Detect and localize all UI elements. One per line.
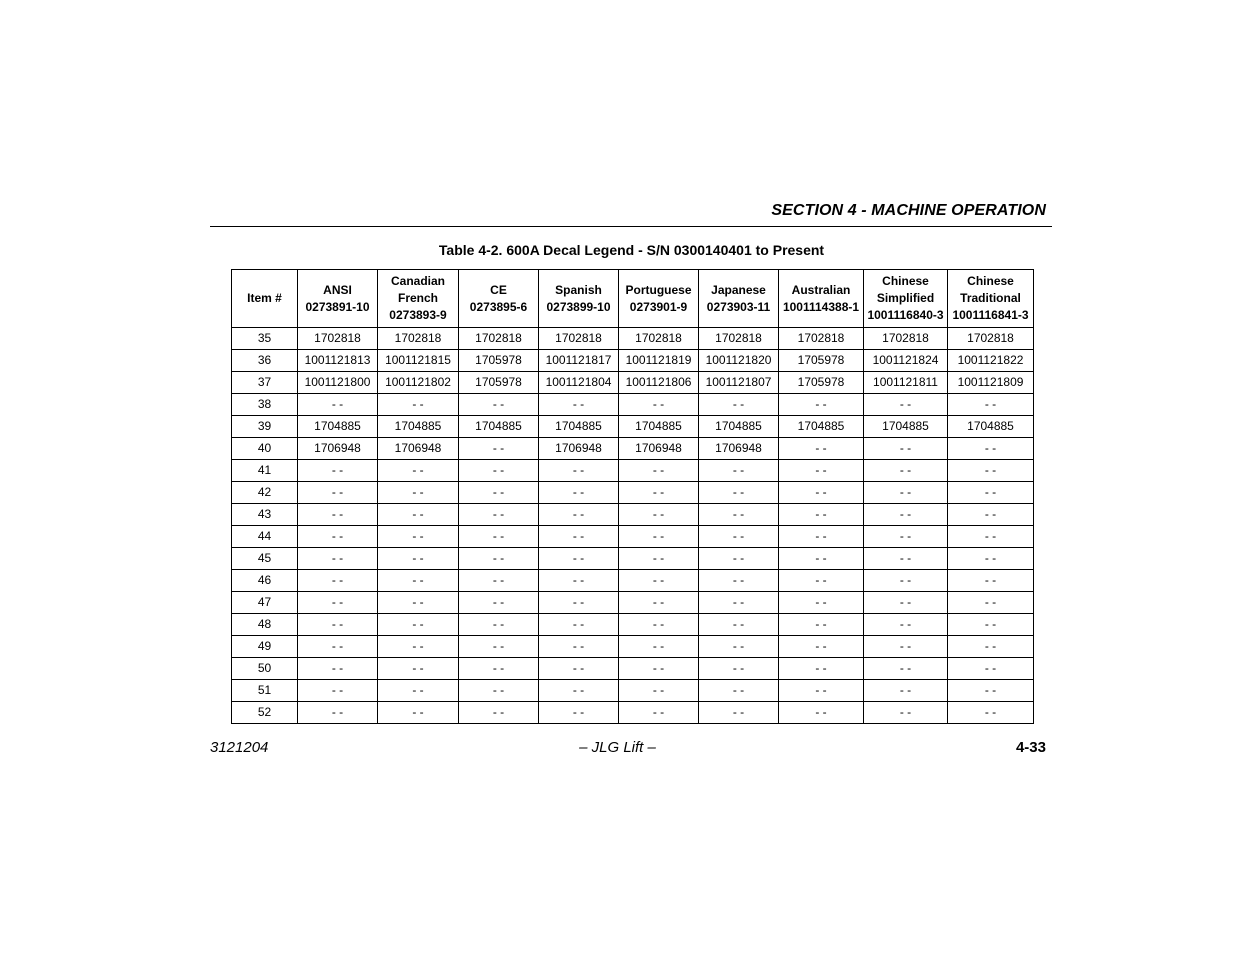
decal-part-cell: - -: [864, 592, 948, 614]
column-header-line: 0273899-10: [546, 299, 611, 314]
decal-part-cell: - -: [779, 394, 864, 416]
column-header: [779, 270, 864, 328]
column-header: [539, 270, 619, 328]
table-row: [232, 328, 1034, 350]
decal-part-cell: - -: [779, 592, 864, 614]
decal-part-cell: 1001121824: [864, 350, 948, 372]
decal-part-cell: - -: [539, 394, 619, 416]
decal-part-cell: 1001121809: [948, 372, 1034, 394]
decal-part-cell: 1001121804: [539, 372, 619, 394]
decal-part-cell: 1001121802: [378, 372, 459, 394]
table-row: [232, 658, 1034, 680]
decal-part-cell: - -: [779, 504, 864, 526]
table-row: [232, 592, 1034, 614]
decal-part-cell: 1702818: [864, 328, 948, 350]
decal-part-cell: - -: [619, 460, 699, 482]
decal-part-cell: - -: [539, 482, 619, 504]
decal-part-cell: - -: [779, 526, 864, 548]
decal-part-cell: - -: [948, 526, 1034, 548]
decal-part-cell: - -: [539, 680, 619, 702]
column-header-line: 1001116840-3: [867, 308, 944, 322]
decal-part-cell: - -: [864, 394, 948, 416]
decal-part-cell: 1706948: [378, 438, 459, 460]
item-number-cell: 50: [232, 658, 298, 680]
decal-part-cell: - -: [539, 460, 619, 482]
decal-part-cell: - -: [948, 614, 1034, 636]
decal-part-cell: - -: [459, 504, 539, 526]
decal-part-cell: - -: [864, 460, 948, 482]
decal-part-cell: - -: [619, 570, 699, 592]
item-number-cell: 42: [232, 482, 298, 504]
table-row: [232, 548, 1034, 570]
decal-part-cell: - -: [948, 702, 1034, 724]
table-body: [232, 328, 1034, 724]
decal-part-cell: - -: [539, 548, 619, 570]
decal-part-cell: - -: [779, 460, 864, 482]
column-header-line: 1001116841-3: [952, 308, 1029, 322]
decal-part-cell: - -: [864, 482, 948, 504]
decal-part-cell: - -: [699, 658, 779, 680]
decal-part-cell: 1001121822: [948, 350, 1034, 372]
decal-part-cell: - -: [378, 570, 459, 592]
decal-part-cell: - -: [539, 570, 619, 592]
decal-part-cell: - -: [459, 702, 539, 724]
item-number-cell: 36: [232, 350, 298, 372]
decal-part-cell: - -: [948, 460, 1034, 482]
decal-part-cell: - -: [459, 460, 539, 482]
decal-part-cell: - -: [539, 504, 619, 526]
decal-part-cell: - -: [779, 614, 864, 636]
decal-part-cell: - -: [298, 548, 378, 570]
decal-part-cell: 1702818: [539, 328, 619, 350]
decal-part-cell: - -: [378, 504, 459, 526]
decal-part-cell: 1704885: [459, 416, 539, 438]
decal-legend-table: [231, 269, 1034, 724]
column-header-line: 0273895-6: [469, 299, 528, 314]
item-number-cell: 44: [232, 526, 298, 548]
decal-part-cell: - -: [298, 460, 378, 482]
item-number-cell: 46: [232, 570, 298, 592]
table-row: [232, 350, 1034, 372]
decal-part-cell: 1704885: [619, 416, 699, 438]
table-row: [232, 416, 1034, 438]
column-header-line: Canadian: [390, 274, 445, 288]
header-row: [232, 270, 1034, 328]
decal-part-cell: - -: [298, 526, 378, 548]
decal-part-cell: - -: [864, 680, 948, 702]
decal-part-cell: - -: [378, 680, 459, 702]
decal-part-cell: - -: [459, 394, 539, 416]
column-header: [864, 270, 948, 328]
decal-part-cell: - -: [378, 394, 459, 416]
decal-part-cell: - -: [948, 394, 1034, 416]
decal-part-cell: 1705978: [459, 372, 539, 394]
table-caption: Table 4-2. 600A Decal Legend - S/N 0300140401 to Present: [438, 242, 825, 258]
column-header: [232, 270, 298, 328]
decal-part-cell: 1702818: [948, 328, 1034, 350]
decal-part-cell: - -: [864, 504, 948, 526]
column-header-line: Japanese: [711, 282, 766, 297]
decal-part-cell: - -: [699, 482, 779, 504]
decal-part-cell: - -: [779, 680, 864, 702]
decal-part-cell: - -: [378, 482, 459, 504]
decal-part-cell: - -: [459, 636, 539, 658]
decal-part-cell: - -: [699, 460, 779, 482]
decal-part-cell: 1702818: [699, 328, 779, 350]
table-header: [232, 270, 1034, 328]
decal-part-cell: - -: [699, 504, 779, 526]
decal-part-cell: - -: [619, 482, 699, 504]
decal-part-cell: - -: [864, 570, 948, 592]
item-number-cell: 35: [232, 328, 298, 350]
item-number-cell: 37: [232, 372, 298, 394]
table-row: [232, 394, 1034, 416]
column-header-line: French: [397, 291, 438, 305]
table-row: [232, 504, 1034, 526]
column-header-line: 1001114388-1: [782, 299, 860, 314]
decal-part-cell: - -: [298, 482, 378, 504]
decal-part-cell: 1001121811: [864, 372, 948, 394]
decal-part-cell: - -: [619, 548, 699, 570]
column-header: [378, 270, 459, 328]
decal-part-cell: - -: [459, 658, 539, 680]
decal-part-cell: - -: [298, 636, 378, 658]
decal-part-cell: 1704885: [948, 416, 1034, 438]
item-number-cell: 47: [232, 592, 298, 614]
decal-part-cell: - -: [948, 482, 1034, 504]
decal-part-cell: - -: [779, 658, 864, 680]
decal-part-cell: 1706948: [619, 438, 699, 460]
decal-part-cell: - -: [864, 526, 948, 548]
table-row: [232, 438, 1034, 460]
item-number-cell: 48: [232, 614, 298, 636]
column-header-line: 0273891-10: [305, 299, 370, 314]
column-header-line: Portuguese: [625, 282, 692, 297]
decal-part-cell: - -: [619, 394, 699, 416]
table-row: [232, 680, 1034, 702]
decal-part-cell: 1702818: [779, 328, 864, 350]
decal-part-cell: - -: [378, 614, 459, 636]
column-header-line: 0273893-9: [389, 308, 447, 322]
decal-part-cell: 1702818: [298, 328, 378, 350]
column-header-line: CE: [490, 282, 507, 297]
item-number-cell: 41: [232, 460, 298, 482]
decal-part-cell: - -: [699, 702, 779, 724]
decal-part-cell: - -: [779, 702, 864, 724]
decal-part-cell: - -: [298, 614, 378, 636]
decal-part-cell: - -: [459, 570, 539, 592]
item-number-cell: 39: [232, 416, 298, 438]
decal-part-cell: 1001121817: [539, 350, 619, 372]
decal-part-cell: - -: [378, 636, 459, 658]
decal-part-cell: 1704885: [699, 416, 779, 438]
decal-part-cell: - -: [539, 702, 619, 724]
decal-part-cell: - -: [699, 636, 779, 658]
column-header: [699, 270, 779, 328]
decal-part-cell: - -: [779, 570, 864, 592]
item-number-cell: 43: [232, 504, 298, 526]
decal-part-cell: 1001121819: [619, 350, 699, 372]
decal-part-cell: 1705978: [459, 350, 539, 372]
column-header: [459, 270, 539, 328]
decal-part-cell: - -: [699, 680, 779, 702]
decal-part-cell: - -: [619, 504, 699, 526]
decal-part-cell: 1705978: [779, 350, 864, 372]
decal-part-cell: - -: [619, 614, 699, 636]
decal-part-cell: - -: [864, 438, 948, 460]
decal-part-cell: - -: [298, 680, 378, 702]
decal-part-cell: 1702818: [378, 328, 459, 350]
decal-part-cell: - -: [779, 548, 864, 570]
item-number-cell: 38: [232, 394, 298, 416]
table-row: [232, 702, 1034, 724]
decal-part-cell: - -: [948, 548, 1034, 570]
decal-part-cell: - -: [948, 658, 1034, 680]
decal-part-cell: - -: [378, 460, 459, 482]
decal-part-cell: - -: [699, 394, 779, 416]
table-row: [232, 614, 1034, 636]
column-header-line: Spanish: [555, 282, 602, 297]
decal-part-cell: 1001121815: [378, 350, 459, 372]
decal-part-cell: - -: [619, 592, 699, 614]
decal-part-cell: 1001121820: [699, 350, 779, 372]
decal-part-cell: - -: [459, 680, 539, 702]
decal-part-cell: - -: [619, 680, 699, 702]
decal-part-cell: - -: [539, 526, 619, 548]
column-header: [619, 270, 699, 328]
decal-part-cell: - -: [948, 438, 1034, 460]
column-header-line: Simplified: [876, 291, 935, 305]
decal-part-cell: - -: [864, 548, 948, 570]
decal-part-cell: - -: [459, 592, 539, 614]
decal-part-cell: - -: [459, 438, 539, 460]
decal-part-cell: - -: [699, 548, 779, 570]
decal-part-cell: 1704885: [779, 416, 864, 438]
decal-part-cell: - -: [459, 526, 539, 548]
decal-part-cell: - -: [948, 504, 1034, 526]
decal-part-cell: - -: [298, 394, 378, 416]
decal-part-cell: - -: [864, 702, 948, 724]
header-divider: [210, 226, 1052, 227]
column-header-line: ANSI: [323, 282, 352, 297]
decal-part-cell: 1001121800: [298, 372, 378, 394]
decal-part-cell: - -: [298, 592, 378, 614]
table-row: [232, 526, 1034, 548]
decal-part-cell: - -: [948, 570, 1034, 592]
decal-part-cell: 1702818: [459, 328, 539, 350]
decal-part-cell: - -: [298, 702, 378, 724]
decal-part-cell: - -: [298, 504, 378, 526]
decal-part-cell: - -: [459, 548, 539, 570]
item-number-cell: 51: [232, 680, 298, 702]
decal-part-cell: 1704885: [539, 416, 619, 438]
decal-part-cell: - -: [948, 680, 1034, 702]
decal-part-cell: 1704885: [864, 416, 948, 438]
table-row: [232, 570, 1034, 592]
decal-part-cell: - -: [539, 636, 619, 658]
decal-part-cell: - -: [378, 548, 459, 570]
column-header-line: 0273903-11: [706, 299, 771, 314]
table-row: [232, 636, 1034, 658]
decal-part-cell: - -: [699, 614, 779, 636]
section-title: SECTION 4 - MACHINE OPERATION: [771, 202, 1046, 219]
decal-part-cell: - -: [699, 526, 779, 548]
item-number-cell: 45: [232, 548, 298, 570]
decal-part-cell: - -: [948, 592, 1034, 614]
decal-part-cell: - -: [864, 658, 948, 680]
decal-part-cell: - -: [539, 592, 619, 614]
decal-part-cell: 1001121806: [619, 372, 699, 394]
decal-part-cell: - -: [539, 658, 619, 680]
column-header-line: 0273901-9: [629, 299, 688, 314]
decal-part-cell: - -: [539, 614, 619, 636]
item-number-cell: 49: [232, 636, 298, 658]
decal-part-cell: - -: [619, 526, 699, 548]
item-number-cell: 52: [232, 702, 298, 724]
table-row: [232, 372, 1034, 394]
footer-brand: – JLG Lift –: [579, 739, 656, 756]
decal-part-cell: - -: [378, 526, 459, 548]
document-number: 3121204: [210, 739, 269, 756]
column-header-line: Australian: [791, 282, 851, 297]
decal-part-cell: 1706948: [699, 438, 779, 460]
decal-part-cell: 1001121813: [298, 350, 378, 372]
decal-part-cell: - -: [459, 482, 539, 504]
decal-part-cell: 1001121807: [699, 372, 779, 394]
column-header-line: Traditional: [960, 291, 1021, 305]
decal-part-cell: - -: [779, 482, 864, 504]
column-header: [298, 270, 378, 328]
column-header-line: Chinese: [967, 274, 1014, 288]
table-row: [232, 460, 1034, 482]
column-header-line: Item #: [247, 291, 282, 305]
table-row: [232, 482, 1034, 504]
decal-part-cell: - -: [298, 658, 378, 680]
decal-part-cell: - -: [619, 702, 699, 724]
decal-part-cell: 1704885: [298, 416, 378, 438]
decal-part-cell: - -: [619, 658, 699, 680]
decal-part-cell: 1705978: [779, 372, 864, 394]
page-number: 4-33: [1015, 739, 1046, 756]
decal-part-cell: - -: [699, 592, 779, 614]
decal-part-cell: - -: [779, 438, 864, 460]
decal-part-cell: 1706948: [298, 438, 378, 460]
decal-part-cell: - -: [864, 636, 948, 658]
decal-part-cell: - -: [948, 636, 1034, 658]
decal-part-cell: - -: [378, 702, 459, 724]
decal-part-cell: - -: [699, 570, 779, 592]
decal-part-cell: - -: [864, 614, 948, 636]
item-number-cell: 40: [232, 438, 298, 460]
decal-part-cell: - -: [298, 570, 378, 592]
decal-part-cell: 1704885: [378, 416, 459, 438]
decal-part-cell: - -: [619, 636, 699, 658]
decal-part-cell: - -: [378, 592, 459, 614]
decal-part-cell: 1702818: [619, 328, 699, 350]
column-header: [948, 270, 1034, 328]
decal-part-cell: 1706948: [539, 438, 619, 460]
decal-part-cell: - -: [459, 614, 539, 636]
column-header-line: Chinese: [882, 274, 929, 288]
decal-part-cell: - -: [378, 658, 459, 680]
decal-part-cell: - -: [779, 636, 864, 658]
